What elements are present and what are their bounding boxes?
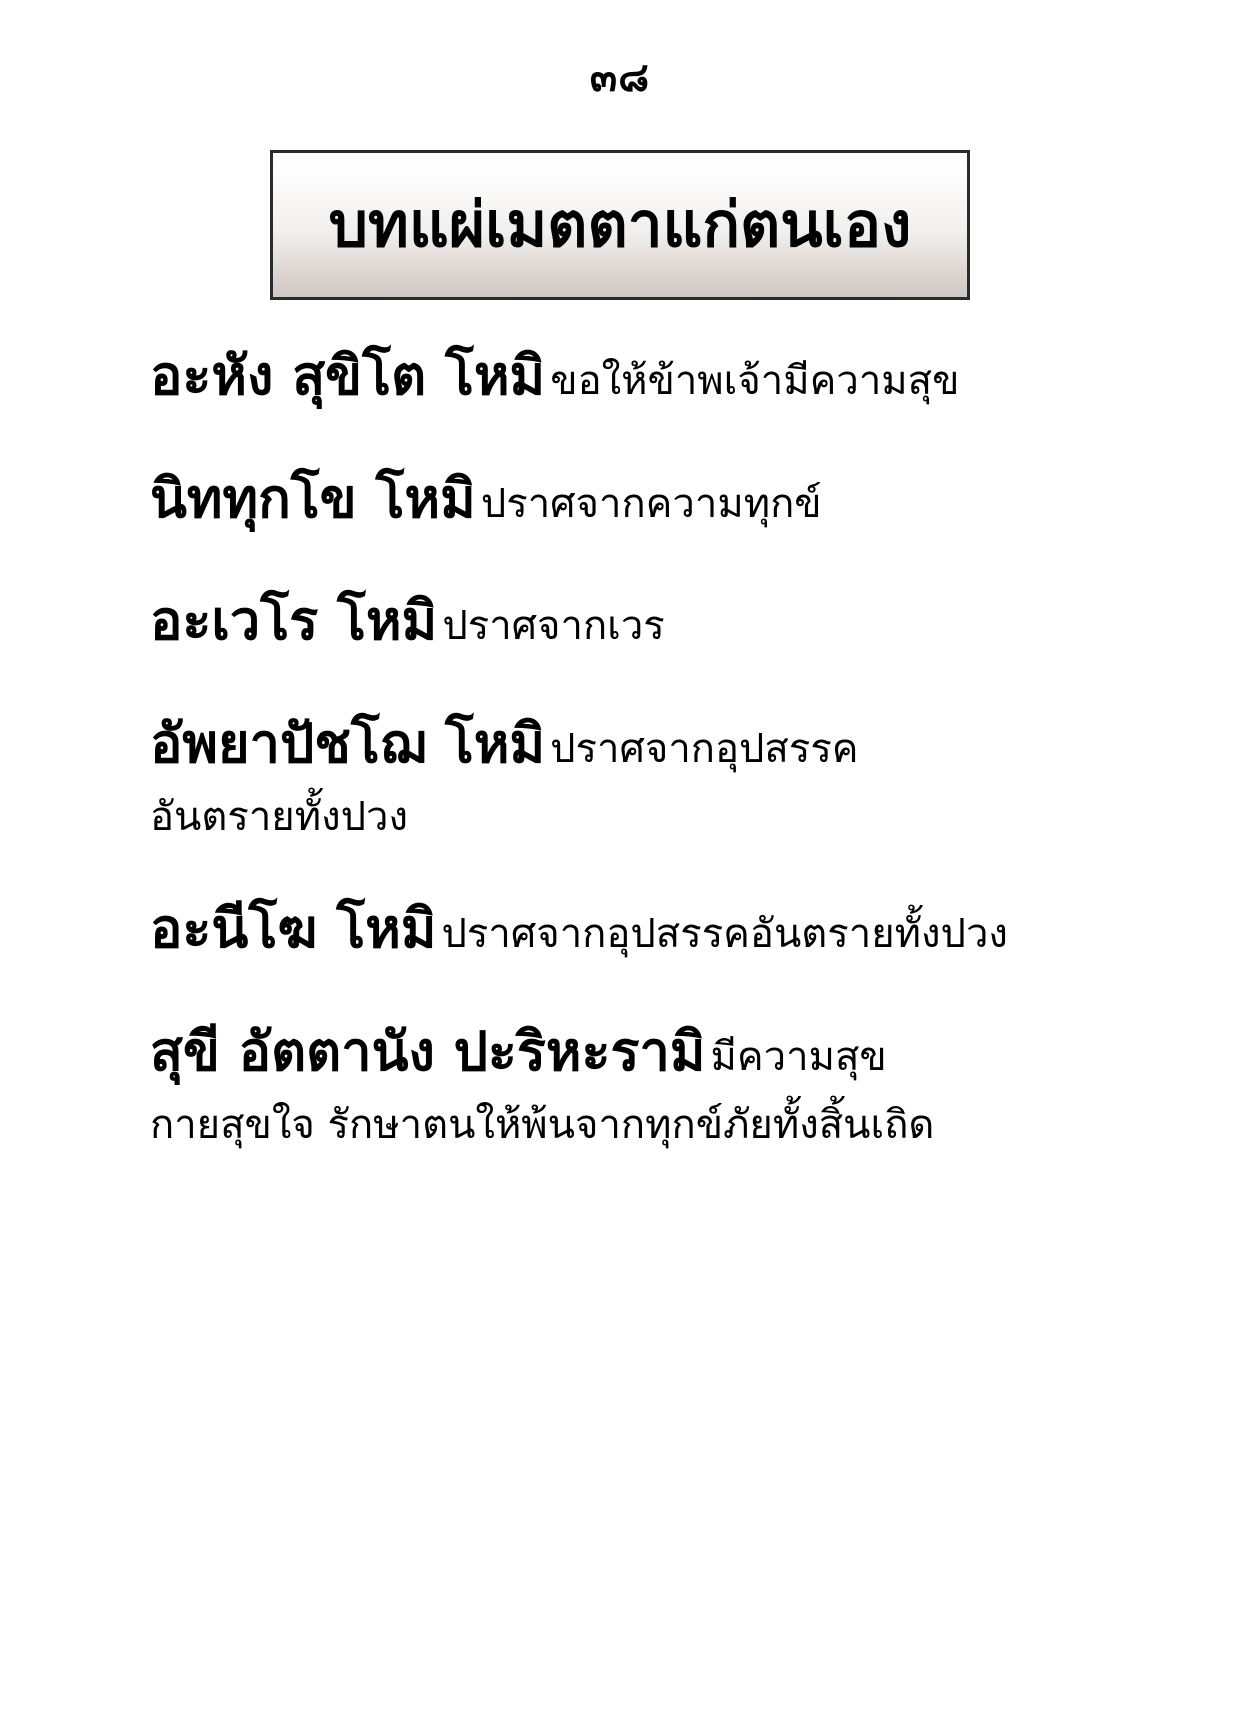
verse-list [0,338,1240,1154]
page-number: ๓๘ [589,55,651,101]
verse-pali: อะนีโฆ โหมิ [150,897,437,961]
title-box [270,150,970,300]
verse-pali: สุขี อัตตานัง ปะริหะรามิ [150,1020,706,1084]
verse-pali: อะหัง สุขิโต โหมิ [150,344,546,407]
verse-item [150,706,1100,845]
verse-item [150,583,1100,660]
verse-translation: ขอให้ข้าพเจ้ามีความสุข [550,358,960,404]
verse-translation: มีความสุข [710,1034,887,1081]
verse-translation: ปราศจากเวร [442,603,665,650]
verse-translation-continued: กายสุขใจ รักษาตนให้พ้นจากทุกข์ภัยทั้งสิ้นเถิด [150,1101,935,1148]
verse-translation: ปราศจากอุปสรรค [550,726,859,773]
verse-translation: ปราศจากความทุกข์ [480,480,822,527]
verse-pali: นิททุกโข โหมิ [150,466,476,530]
verse-translation-continued: อันตรายทั้งปวง [150,793,409,840]
verse-item [150,338,1100,415]
page-title: บทแผ่เมตตาแก่ตนเอง [328,187,912,261]
verse-item [150,1014,1100,1153]
verse-item [150,891,1100,968]
verse-translation: ปราศจากอุปสรรคอันตรายทั้งปวง [441,911,1008,958]
verse-pali: อะเวโร โหมิ [150,589,438,653]
verse-item [150,461,1100,538]
verse-pali: อัพยาปัชโฌ โหมิ [150,712,546,776]
